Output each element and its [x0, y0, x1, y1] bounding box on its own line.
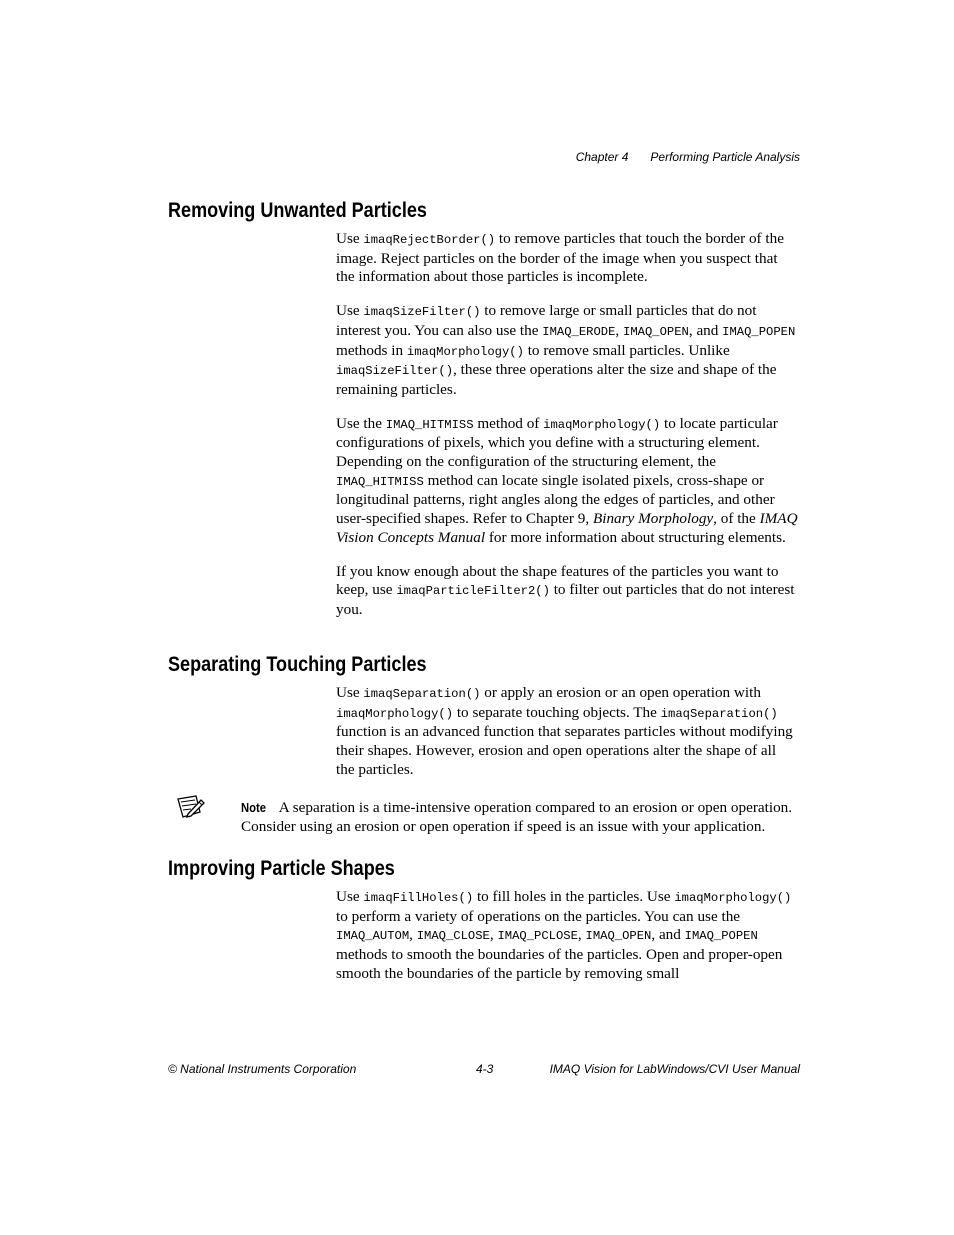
paragraph: Use imaqSeparation() or apply an erosion or an open operation with imaqMorphology() to separate touching objects. The imaqSeparation() function is an advanced function that separates particles without modifying their shapes. However, erosion and open operations alter the shape of all the particles. [336, 684, 793, 778]
chapter-title: Performing Particle Analysis [650, 150, 800, 164]
section-heading-removing: Removing Unwanted Particles [168, 199, 427, 222]
footer-manual-title: IMAQ Vision for LabWindows/CVI User Manual [549, 1062, 800, 1076]
footer-page-number: 4-3 [476, 1062, 494, 1076]
section-body-improving [336, 888, 798, 999]
section-heading-separating: Separating Touching Particles [168, 653, 427, 676]
chapter-label: Chapter 4 [575, 150, 629, 164]
paragraph: If you know enough about the shape features of the particles you want to keep, use imaqParticleFilter2() to filter out particles that do not interest you. [336, 562, 795, 618]
running-header [576, 150, 800, 164]
note-icon [176, 794, 206, 820]
paragraph: Use imaqFillHoles() to fill holes in the particles. Use imaqMorphology() to perform a variety of operations on the particles. You can use the IMAQ_AUTOM, IMAQ_CLOSE, IMAQ_PCLOSE, IMAQ_OPEN, and IMAQ_POPEN methods to smooth the boundaries of the particles. Open and proper-open smooth the boundaries of the particle by removing small [336, 888, 792, 982]
note-text: A separation is a time-intensive operation compared to an erosion or open operation. Consider using an erosion or open operation if speed is an issue with your application. [241, 799, 793, 835]
paragraph: Use imaqSizeFilter() to remove large or small particles that do not interest you. You can also use the IMAQ_ERODE, IMAQ_OPEN, and IMAQ_POPEN methods in imaqMorphology() to remove small particles. Unlike imaqSizeFilter(), these three operations alter the size and shape of the remaining particles. [336, 302, 796, 398]
note-label: Note [241, 801, 267, 815]
paragraph: Use the IMAQ_HITMISS method of imaqMorphology() to locate particular configurations of pixels, which you define with a structuring element. Depending on the configuration of the structuring element, the IMAQ_HITMISS method can locate single isolated pixels, cross-shape or longitudinal patterns, right angles along the edges of particles, and other user-specified shapes. Refer to Chapter 9, Binary Morphology, of the IMAQ Vision Concepts Manual for more information about structuring elements. [336, 414, 798, 546]
paragraph: Use imaqRejectBorder() to remove particles that touch the border of the image. Reject particles on the border of the image when you suspect that the information about those particles is incomplete. [336, 230, 784, 286]
section-body-removing [336, 230, 798, 635]
footer-copyright: © National Instruments Corporation [168, 1062, 357, 1076]
section-body-separating [336, 684, 798, 795]
section-heading-improving: Improving Particle Shapes [168, 857, 395, 880]
note-block [241, 799, 801, 836]
